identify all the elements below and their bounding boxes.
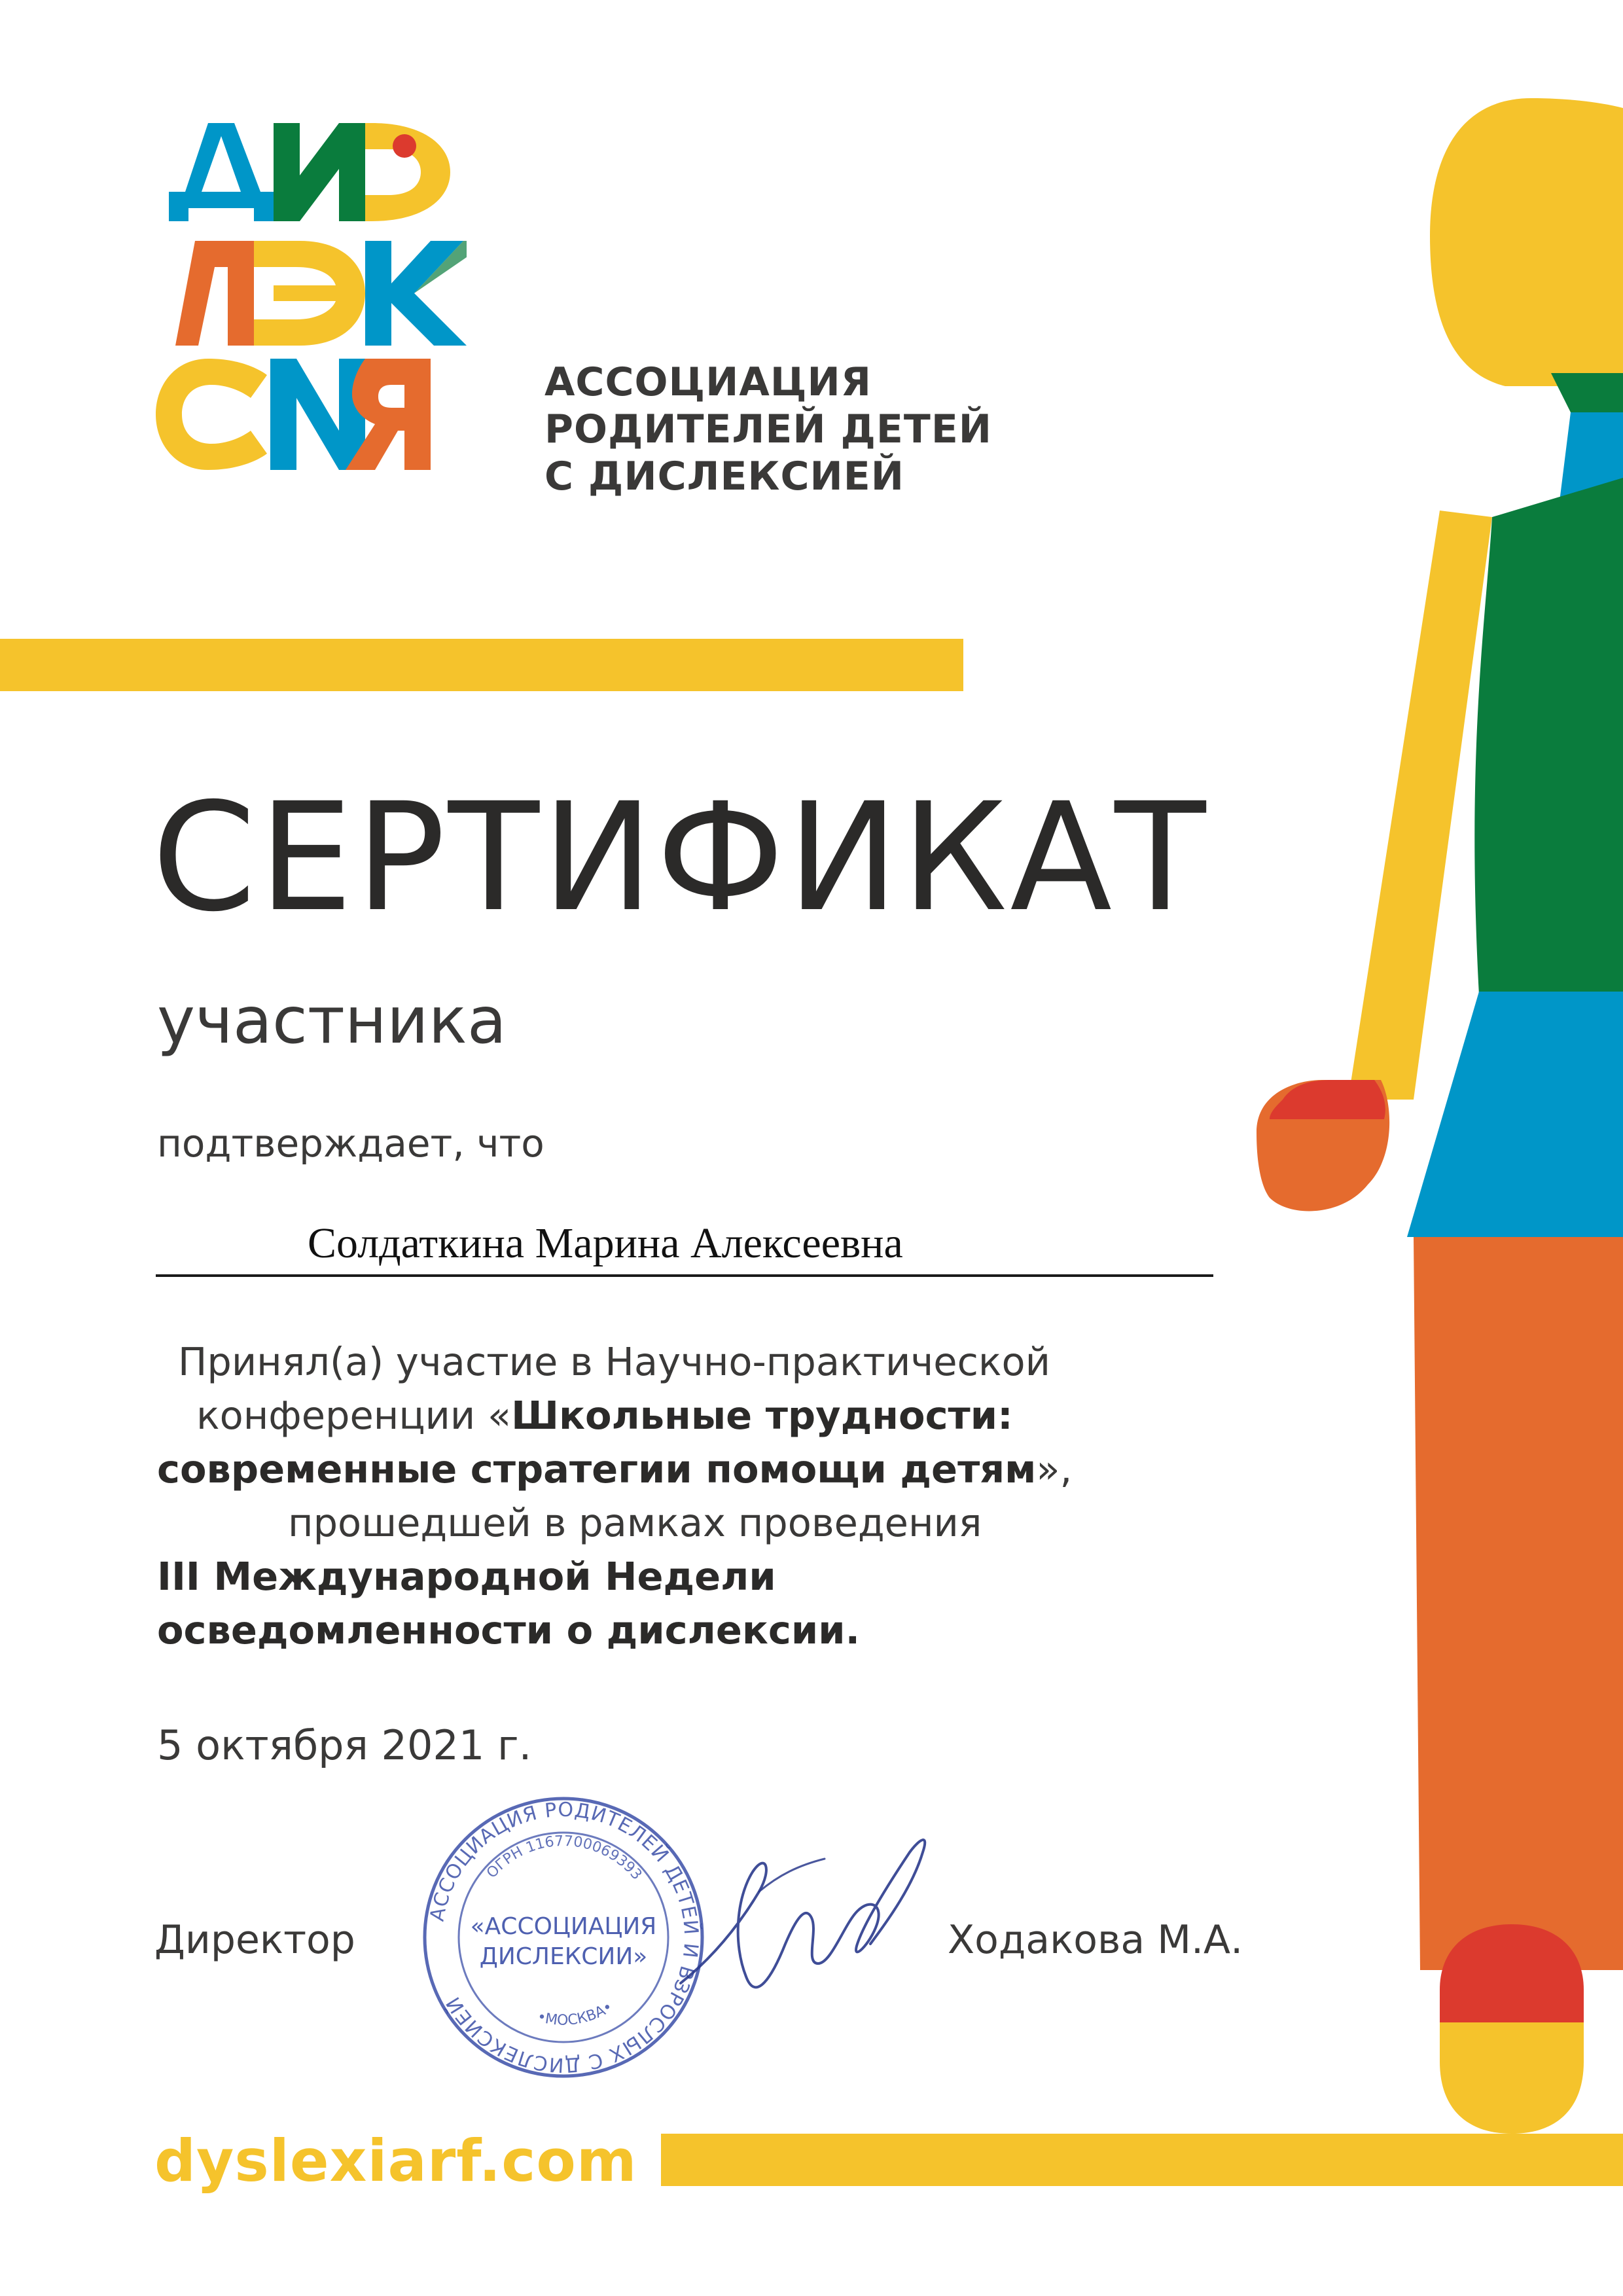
figure-arm (1348, 511, 1492, 1100)
logo-mark (156, 123, 522, 509)
figure-neck-shadow (1551, 373, 1623, 412)
body-line-4: прошедшей в рамках проведения (288, 1500, 982, 1545)
signer-title: Директор (154, 1917, 355, 1963)
certificate-subtitle: участника (157, 984, 507, 1058)
website-link[interactable]: dyslexiarf.com (154, 2127, 637, 2195)
organization-name-line-1: АССОЦИАЦИЯ (544, 359, 872, 405)
logo-row-2 (156, 241, 467, 346)
body-line-3 (157, 1443, 1072, 1496)
figure-leg (1414, 1237, 1623, 1970)
figure-hand-tip (1270, 1080, 1385, 1119)
body-line-2-bold: Школьные трудности: (511, 1393, 1013, 1438)
figure-illustration (1243, 98, 1623, 2193)
certificate-body (157, 1335, 1072, 1657)
logo-row-1 (169, 123, 450, 221)
signer-name: Ходакова М.А. (948, 1917, 1243, 1963)
decorative-bar-bottom (661, 2134, 1623, 2186)
figure-skirt (1407, 992, 1623, 1237)
body-line-2 (157, 1389, 1072, 1443)
stamp-center-line-1: «АССОЦИАЦИЯ (470, 1913, 657, 1940)
figure-head (1430, 98, 1623, 386)
organization-name (544, 359, 992, 500)
figure-foot-sole (1440, 2022, 1584, 2134)
body-line-3-regular: », (1036, 1446, 1073, 1492)
body-line-2-regular: конференции « (196, 1393, 512, 1438)
certificate-date: 5 октября 2021 г. (157, 1721, 532, 1769)
organization-name-line-2: РОДИТЕЛЕЙ ДЕТЕЙ (544, 406, 993, 452)
stamp-center-line-2: ДИСЛЕКСИИ» (479, 1943, 648, 1970)
organization-stamp (416, 1790, 711, 2085)
recipient-name: Солдаткина Марина Алексеевна (308, 1219, 903, 1267)
svg-text:ОГРН 1167700069393 (484, 1833, 645, 1883)
body-line-1: Принял(а) участие в Научно-практической (178, 1339, 1051, 1384)
organization-name-line-3: С ДИСЛЕКСИЕЙ (544, 454, 904, 499)
stamp-city: •МОСКВА• (535, 1998, 616, 2029)
decorative-bar-top (0, 639, 963, 691)
stamp-outer-text: АССОЦИАЦИЯ РОДИТЕЛЕЙ ДЕТЕЙ И ВЗРОСЛЫХ С ДИСЛЕКСИЕЙ (425, 1798, 703, 2077)
confirm-text: подтверждает, что (157, 1121, 544, 1166)
certificate-title: СЕРТИФИКАТ (152, 770, 1209, 944)
body-line-5 (157, 1550, 1072, 1604)
body-line-6 (157, 1604, 1072, 1657)
body-line-6-bold: осведомленности о дислексии. (157, 1607, 860, 1653)
body-line-3-bold: современные стратегии помощи детям (157, 1446, 1037, 1492)
svg-text:•МОСКВА• (535, 1999, 616, 2029)
stamp-ogrn: ОГРН 1167700069393 (484, 1833, 645, 1884)
figure-torso (1474, 478, 1623, 995)
body-line-5-bold: III Международной Недели (157, 1554, 776, 1599)
name-underline (156, 1274, 1213, 1277)
director-signature (674, 1813, 936, 2049)
logo-row-3 (156, 359, 431, 470)
